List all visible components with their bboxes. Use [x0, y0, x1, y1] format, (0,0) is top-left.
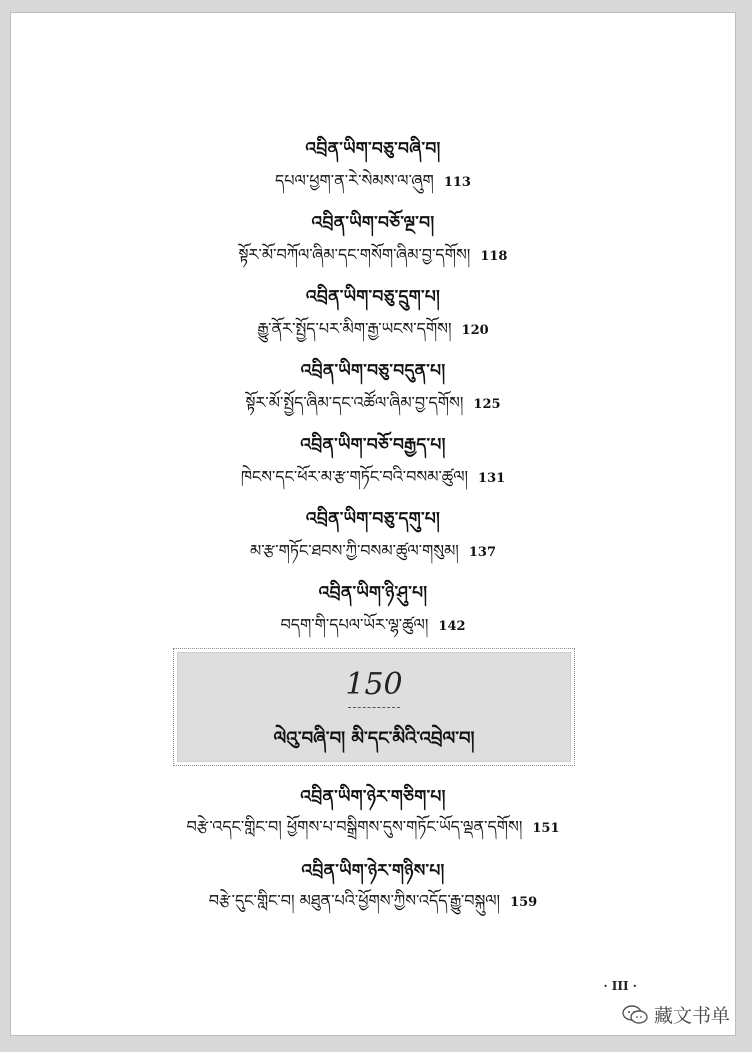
entry-heading: འབྲིན་ཡིག་བཅོ་བརྒྱད་པ། [300, 435, 446, 455]
entry-line [11, 385, 735, 430]
wechat-icon [622, 1005, 648, 1025]
entry-page-number: 118 [480, 249, 508, 264]
footer-page-number: · III · [603, 979, 637, 993]
entry-page-number: 137 [468, 545, 496, 560]
entry-title: མ་རྩ་གཏོང་ཐབས་ཀྱི་བསམ་ཚུལ་གསུམ། [249, 541, 459, 560]
entry-title: སྟོར་མོ་བཀོལ་ཞིམ་དང་གསོག་ཞིམ་བྱ་དགོས། [238, 245, 471, 264]
section-box-inner [177, 652, 571, 762]
entry-title: བརྩེ་འདང་གླིང་བ། ཕྱོགས་པ་བསྒྲིགས་དུས་གཏོང་ཡོད་ལྡན་དགོས། [186, 817, 523, 836]
entry-page-number: 131 [478, 471, 506, 486]
entry-title: རྒྱུ་ནོར་སྤྱོད་པར་མིག་རྒྱ་ཡངས་དགོས། [257, 319, 452, 338]
entry-page-number: 159 [510, 895, 538, 910]
entry-heading: འབྲིན་ཡིག་བཅུ་དྲུག་པ། [305, 287, 441, 307]
section-divider [348, 707, 400, 708]
entry-title: བདག་གི་དཔལ་ཡོར་ལྷ་ཚུལ། [280, 615, 429, 634]
entry-page-number: 120 [461, 323, 489, 338]
entry-line [11, 883, 735, 928]
section-box [173, 648, 575, 766]
entry-heading: འབྲིན་ཡིག་ཉེར་གཅིག་པ། [300, 787, 446, 807]
entry-title: དཔལ་ཕྱག་ན་རེ་སེམས་ལ་ཞུག [275, 171, 434, 190]
entry-page-number: 142 [438, 619, 466, 634]
entry-heading: འབྲིན་ཡིག་ཉེར་གཉིས་པ། [301, 861, 445, 881]
watermark-text: 藏文书单 [653, 1005, 730, 1027]
entry-heading: འབྲིན་ཡིག་བཅུ་བདུན་པ། [300, 361, 446, 381]
entry-line [11, 163, 735, 208]
entry-title: ཁེངས་དང་ཕོར་མ་རྩ་གཏོང་བའི་བསམ་ཚུལ། [240, 467, 469, 486]
entry-heading: འབྲིན་ཡིག་བཅུ་དགུ་པ། [305, 509, 441, 529]
entry-heading: འབྲིན་ཡིག་ཉི་ཤུ་པ། [318, 583, 428, 603]
entry-page-number: 125 [473, 397, 501, 412]
watermark [622, 1001, 730, 1028]
entry-line [11, 533, 735, 578]
entry-heading: འབྲིན་ཡིག་བཅུ་བཞི་བ། [305, 139, 441, 159]
entry-heading: འབྲིན་ཡིག་བཅོ་ལྔ་བ། [311, 213, 435, 233]
entry-line [11, 237, 735, 282]
section-title: ལེའུ་བཞི་བ། མི་དང་མིའི་འབྲེལ་བ། [273, 728, 475, 749]
entry-line [11, 459, 735, 504]
entry-title: བརྩེ་དུང་གླིང་བ། མཐུན་པའི་ཕྱོགས་ཀྱིས་འདོད་རྒྱུ་བསྐུལ། [208, 891, 501, 910]
section-page-number: 150 [345, 667, 403, 702]
document-page [10, 12, 736, 1036]
entry-page-number: 151 [532, 821, 560, 836]
entry-line [11, 311, 735, 356]
entry-line [11, 607, 735, 652]
entry-title: སྟོར་མོ་སྤྱོད་ཞིམ་དང་འཚོལ་ཞིམ་བྱ་དགོས། [245, 393, 464, 412]
entry-line [11, 809, 735, 854]
entry-page-number: 113 [443, 175, 471, 190]
